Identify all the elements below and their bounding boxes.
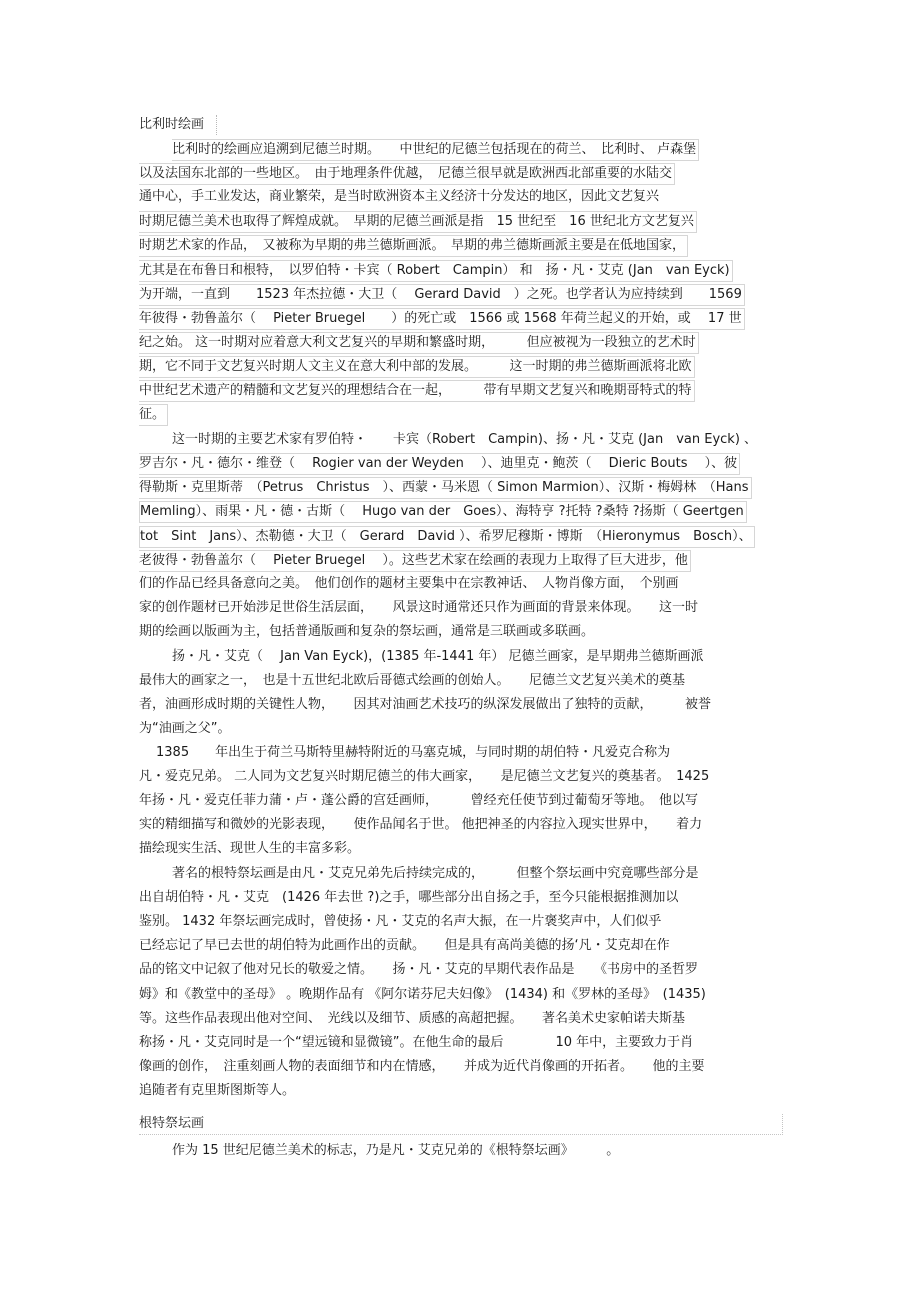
text-line: 中世纪艺术遗产的精髓和文艺复兴的理想结合在一起， 带有早期文艺复兴和晚期哥特式的特 — [139, 380, 695, 402]
text-line: 通中心，手工业发达，商业繁荣，是当时欧洲资本主义经济十分发达的地区，因此文艺复兴 — [139, 189, 660, 204]
section-heading-ghent-altarpiece: 根特祭坛画 — [139, 1116, 205, 1131]
section-heading-belgian-painting: 比利时绘画 — [139, 115, 217, 135]
text-line: 尤其是在布鲁日和根特， 以罗伯特・卡宾（ Robert Campin） 和 扬・凡・艾克 (Jan van Eyck) — [139, 260, 733, 282]
text-line: 罗吉尔・凡・德尔・维登（ Rogier van der Weyden ）、迪里克・鲍茨（ Dieric Bouts ）、彼 — [139, 453, 740, 475]
text-line: 家的创作题材已开始涉足世俗生活层面， 风景这时通常还只作为画面的背景来体现。 这一时 — [139, 600, 699, 615]
text-line: 凡・爱克兄弟。 二人同为文艺复兴时期尼德兰的伟大画家， 是尼德兰文艺复兴的奠基者。 1425 — [139, 769, 710, 784]
section-divider — [139, 1114, 783, 1135]
text-line: 鉴别。 1432 年祭坛画完成时，曾使扬・凡・艾克的名声大振，在一片褒奖声中，人们似乎 — [139, 914, 662, 929]
text-line: 这一时期的主要艺术家有罗伯特・ 卡宾（Robert Campin)、扬・凡・艾克 (Jan van Eyck) 、 — [172, 432, 758, 447]
text-line: 像画的创作， 注重刻画人物的表面细节和内在情感， 并成为近代肖像画的开拓者。 他的主要 — [139, 1059, 705, 1074]
text-line: 追随者有克里斯图斯等人。 — [139, 1083, 296, 1098]
text-line: 最伟大的画家之一， 也是十五世纪北欧后哥德式绘画的创始人。 尼德兰文艺复兴美术的奠基 — [139, 673, 686, 688]
text-line: 作为 15 世纪尼德兰美术的标志，乃是凡・艾克兄弟的《根特祭坛画》 。 — [172, 1143, 620, 1158]
text-line: 已经忘记了早已去世的胡伯特为此画作出的贡献。 但是具有高尚美德的扬‘凡・艾克却在作 — [139, 938, 670, 953]
text-line: 时期艺术家的作品， 又被称为早期的弗兰德斯画派。 早期的弗兰德斯画派主要是在低地国家， — [139, 235, 688, 257]
text-line: 1385 年出生于荷兰马斯特里赫特附近的马塞克城，与同时期的胡伯特・凡爱克合称为 — [156, 745, 671, 760]
text-line: 扬・凡・艾克（ Jan Van Eyck)，(1385 年-1441 年） 尼德兰画家，是早期弗兰德斯画派 — [172, 649, 704, 664]
text-line: Memling）、雨果・凡・德・古斯（ Hugo van der Goes）、海特亨 ?托特 ?桑特 ?扬斯（ Geertgen — [139, 501, 747, 523]
text-line: 为“油画之父”。 — [139, 721, 231, 736]
text-line: 期的绘画以版画为主，包括普通版画和复杂的祭坛画，通常是三联画或多联画。 — [139, 624, 595, 639]
text-line: 年扬・凡・爱克任菲力蒲・卢・蓬公爵的宫廷画师， 曾经充任使节到过葡萄牙等地。 他以写 — [139, 793, 699, 808]
text-line: 出自胡伯特・凡・艾克 (1426 年去世 ?)之手，哪些部分出自扬之手，至今只能根据推测加以 — [139, 890, 679, 905]
text-line: 为开端，一直到 1523 年杰拉德・大卫（ Gerard David ）之死。也学者认为应持续到 1569 — [139, 284, 745, 306]
text-line: 们的作品已经具备意向之美。 他们创作的题材主要集中在宗教神话、 人物肖像方面， 个别画 — [139, 576, 679, 591]
text-line: 得勒斯・克里斯蒂 （Petrus Christus ）、西蒙・马米恩（ Simon Marmion）、汉斯・梅姆林 （Hans — [139, 477, 752, 499]
text-line: 姆》和《教堂中的圣母》 。晚期作品有 《阿尔诺芬尼夫妇像》 (1434) 和《罗林的圣母》 (1435) — [139, 987, 706, 1002]
text-line: 期，它不同于文艺复兴时期人文主义在意大利中部的发展。 这一时期的弗兰德斯画派将北欧 — [139, 356, 695, 378]
text-line: 以及法国东北部的一些地区。 由于地理条件优越， 尼德兰很早就是欧洲西北部重要的水陆交 — [139, 163, 675, 185]
text-line: 年彼得・勃鲁盖尔（ Pieter Bruegel ）的死亡或 1566 或 1568 年荷兰起义的开始，或 17 世 — [139, 308, 745, 330]
text-line: 比利时的绘画应追溯到尼德兰时期。 中世纪的尼德兰包括现在的荷兰、 比利时、 卢森堡 — [172, 139, 699, 161]
text-line: 者，油画形成时期的关键性人物， 因其对油画艺术技巧的纵深发展做出了独特的贡献， 被誉 — [139, 697, 712, 712]
text-line: 称扬・凡・艾克同时是一个“望远镜和显微镜”。在他生命的最后 10 年中，主要致力于肖 — [139, 1035, 694, 1050]
text-line: 等。这些作品表现出他对空间、 光线以及细节、质感的高超把握。 著名美术史家帕诺夫斯基 — [139, 1011, 686, 1026]
text-line: 纪之始。 这一时期对应着意大利文艺复兴的早期和繁盛时期， 但应被视为一段独立的艺术时 — [139, 332, 699, 354]
text-line: 描绘现实生活、现世人生的丰富多彩。 — [139, 841, 361, 856]
text-line: 著名的根特祭坛画是由凡・艾克兄弟先后持续完成的， 但整个祭坛画中究竟哪些部分是 — [172, 866, 699, 881]
text-line: 时期尼德兰美术也取得了辉煌成就。 早期的尼德兰画派是指 15 世纪至 16 世纪北方文艺复兴 — [139, 211, 697, 233]
text-line: 征。 — [139, 404, 168, 426]
text-line: 实的精细描写和微妙的光影表现， 使作品闻名于世。 他把神圣的内容拉入现实世界中， 着力 — [139, 817, 703, 832]
text-line: 老彼得・勃鲁盖尔（ Pieter Bruegel ）。这些艺术家在绘画的表现力上取得了巨大进步，他 — [139, 550, 691, 572]
text-line: 品的铭文中记叙了他对兄长的敬爱之情。 扬・凡・艾克的早期代表作品是 《书房中的圣哲罗 — [139, 962, 699, 977]
text-line: tot Sint Jans）、杰勒德・大卫（ Gerard David ）、希罗尼穆斯・博斯 （Hieronymus Bosch）、 — [139, 526, 755, 548]
